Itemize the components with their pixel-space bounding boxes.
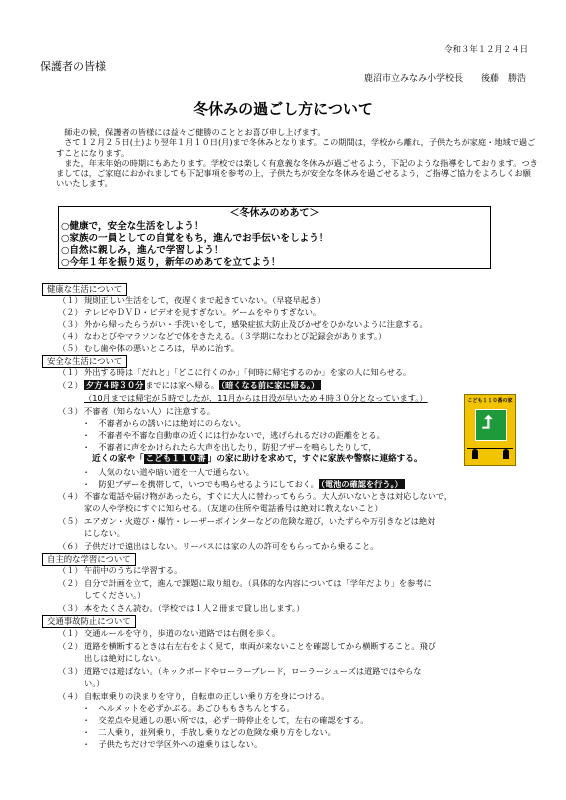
issue-date: 令和３年１２月２４日: [444, 44, 528, 54]
list-item: [58, 307, 321, 317]
goal-item: ○自然に親しみ，進んで学習しよう！: [61, 244, 224, 256]
item-text: 不審な電話や届け物があったら，すぐに大人に替わってもらう。大人がいないときは対応しないで，: [84, 491, 453, 501]
kodomo-tail: すぐに家族や警察に連絡: [302, 454, 397, 464]
bullet-item: [82, 479, 405, 489]
item-text: 子供だけで遠出はしない。リーバスには家の人の許可をもらってから乗ること。: [84, 541, 379, 551]
item-number: （３）: [58, 603, 83, 613]
person-icon: [503, 449, 509, 459]
section-heading-study: 自主的な学習について: [42, 553, 136, 566]
item-continuation: 出しは絶対にしない。: [84, 653, 166, 663]
section-heading-traffic: 交通事故防止について: [42, 615, 136, 628]
item-text: 自分で計画を立て，進んで課題に取り組む。（具体的な内容については「学年だより」を参考に: [84, 578, 432, 588]
intro-paragraph: また，年末年始の時期にもあたります。学校では楽しく有意義な冬休みが過ごせるよう，下記のような指導をしております。つきましては，ご家庭におかれましても下記事項を参考の上，子供たちが安全な冬休みを過ごせるよう，ご指導ご協力をよろしくお願いいたします。: [56, 157, 538, 189]
bullet-item: ・ 子供たちだけで学区外への遠乗りはしない。: [82, 739, 263, 749]
item-number: （１）: [58, 295, 83, 305]
battery-note: （電池の確認を行う。）: [320, 479, 403, 489]
list-item: [58, 406, 215, 416]
item-number: （２）: [58, 380, 83, 390]
list-item: [58, 578, 432, 588]
item-number: （１）: [58, 628, 83, 638]
list-item: [58, 319, 428, 329]
poster-title: こども１１０番の家: [467, 398, 513, 404]
arrow-icon: ⮥: [482, 412, 493, 433]
item-continuation: 家の人や学校にすぐに知らせる。（友達の住所や電話番号は絶対に教えないこと）: [84, 503, 383, 513]
person-icon: [472, 449, 478, 459]
item-text: 外出する時は「だれと」「どこに行くのか」「何時に帰宅するのか」を家の人に知らせる。: [84, 367, 412, 377]
item-number: （１）: [58, 367, 83, 377]
item-number: （５）: [58, 516, 83, 526]
item-number: （４）: [58, 331, 83, 341]
item-text: までには家へ帰る。: [145, 380, 220, 390]
item-text: 不審者（知らない人）に注意する。: [84, 406, 216, 416]
list-item: [58, 628, 280, 638]
arrow-sign-icon: [475, 409, 507, 441]
goal-item: ○家族の一員としての自覚をもち，進んでお手伝いをしよう！: [61, 232, 329, 244]
item-text: 規則正しい生活をして，夜遅くまで起きていない。（早寝早起き）: [84, 295, 326, 305]
item-number: （１）: [58, 565, 83, 575]
item-number: （６）: [58, 541, 83, 551]
bullet-item: ・ 不審者に声をかけられたら大声を出したり，防犯ブザーを鳴らしたりして，: [82, 442, 377, 452]
bullet-item: ・ 人気のない道や暗い道を一人で通らない。: [82, 467, 254, 477]
section-heading-safety: 安全な生活について: [42, 355, 127, 368]
intro: [56, 127, 538, 189]
item-text: 本をたくさん読む。（学校では１人２冊まで貸し出します。）: [84, 603, 305, 613]
list-item: [58, 565, 182, 575]
list-item: [58, 380, 321, 390]
item-number: （２）: [58, 578, 83, 588]
list-item: [58, 641, 436, 651]
bullet-item: ・ ヘルメットを必ずかぶる。あごひももきちんとする。: [82, 703, 295, 713]
item-number: （３）: [58, 319, 83, 329]
list-item: [58, 331, 386, 341]
section-heading-health: 健康な生活について: [42, 283, 127, 296]
goal-item: ○健康で，安全な生活をしよう！: [61, 220, 204, 232]
page-title: 冬休みの過ごし方について: [193, 100, 373, 118]
recipient: 保護者の皆様: [40, 60, 106, 73]
list-item: [58, 541, 378, 551]
item-continuation: い。）: [84, 678, 105, 688]
item-text: 自転車乗りの決まりを守り，自転車の正しい乗り方を身につける。: [84, 691, 330, 701]
highlight-time: 夕方４時３０分: [86, 380, 144, 390]
item-text: 交通ルールを守り，歩道のない道路では右側を歩く。: [84, 628, 281, 638]
list-item: [58, 666, 421, 676]
list-item: [58, 491, 452, 501]
item-number: （２）: [58, 307, 83, 317]
list-item: [58, 343, 239, 353]
item-text: 午前中のうちに学習する。: [84, 565, 183, 575]
goal-item: ○今年１年を振り返り，新年のめあてを立てよう！: [61, 256, 281, 268]
list-item: [58, 367, 411, 377]
kodomo110-poster-image: [464, 394, 516, 466]
item-number: （３）: [58, 406, 83, 416]
kodomo-mid: 」の家に助けを求めて，: [207, 454, 303, 464]
bullet-item: ・ 不審者からの誘いには絶対にのらない。: [82, 418, 246, 428]
item-text: なわとびやマラソンなどで体をきたえる。（３学期になわとび記録会があります。）: [84, 331, 387, 341]
item-note: （10月までは帰宅が５時でしたが，11月からは日没が早いため４時３０分となっています。）: [84, 393, 428, 403]
goals-title: ＜冬休みのめあて＞: [229, 208, 320, 219]
kodomo-end: する。: [396, 454, 423, 464]
intro-paragraph: 師走の候，保護者の皆様には益々ご健勝のこととお喜び申し上げます。: [64, 127, 326, 137]
item-number: （５）: [58, 343, 83, 353]
buzzer-text: ・ 防犯ブザーを携帯して，いつでも鳴らせるようにしておく。: [82, 479, 319, 489]
bullet-item: ・ 交差点や見通しの悪い所では，必ず一時停止をして，左右の確認をする。: [82, 715, 369, 725]
list-item: [58, 295, 325, 305]
list-item: [58, 603, 304, 613]
item-text: エアガン・火遊び・爆竹・レーザーポインターなどの危険な遊び，いたずらや万引きなどは絶対: [84, 516, 436, 526]
kodomo110-line: [92, 454, 422, 465]
item-number: （２）: [58, 641, 83, 651]
item-text: 道路では遊ばない。（キックボードやローラーブレード，ローラーシューズは道路ではやらな: [84, 666, 422, 676]
item-text: テレビやＤＶＤ・ビデオを見すぎない。ゲームをやりすぎない。: [84, 307, 322, 317]
highlight-note: （暗くなる前に家に帰る。）: [221, 380, 320, 390]
item-continuation: してください。）: [84, 590, 146, 600]
item-text: 外から帰ったらうがい・手洗いをして，感染症拡大防止及びかぜをひかないように注意する。: [84, 319, 428, 329]
item-text: むし歯や体の悪いところは，早めに治す。: [84, 343, 239, 353]
item-number: （４）: [58, 691, 83, 701]
item-continuation: にしない。: [84, 528, 125, 538]
item-number: （４）: [58, 491, 83, 501]
kodomo110-label: こども１１０番: [145, 454, 206, 464]
goals-box: [58, 206, 491, 269]
bullet-item: ・ 不審者や不審な自動車の近くには行かないで，逃げられるだけの距離をとる。: [82, 430, 385, 440]
item-number: （３）: [58, 666, 83, 676]
list-item: [58, 691, 329, 701]
intro-paragraph: さて１２月２５日(土)より翌年１月１０日(月)まで冬休みとなります。この期間は，学校から離れ，子供たちが家庭・地域で過ごすことになります。: [56, 137, 536, 158]
list-item: [58, 516, 435, 526]
item-text: 道路を横断するときは右左右をよく見て，車両が来ないことを確認してから横断すること。飛び: [84, 641, 436, 651]
kodomo-pre: 近くの家や「: [92, 454, 144, 464]
sender: 鹿沼市立みなみ小学校長 後藤 勝浩: [363, 74, 526, 84]
bullet-item: ・ 二人乗り，並列乗り，手放し乗りなどの危険な乗り方をしない。: [82, 727, 336, 737]
